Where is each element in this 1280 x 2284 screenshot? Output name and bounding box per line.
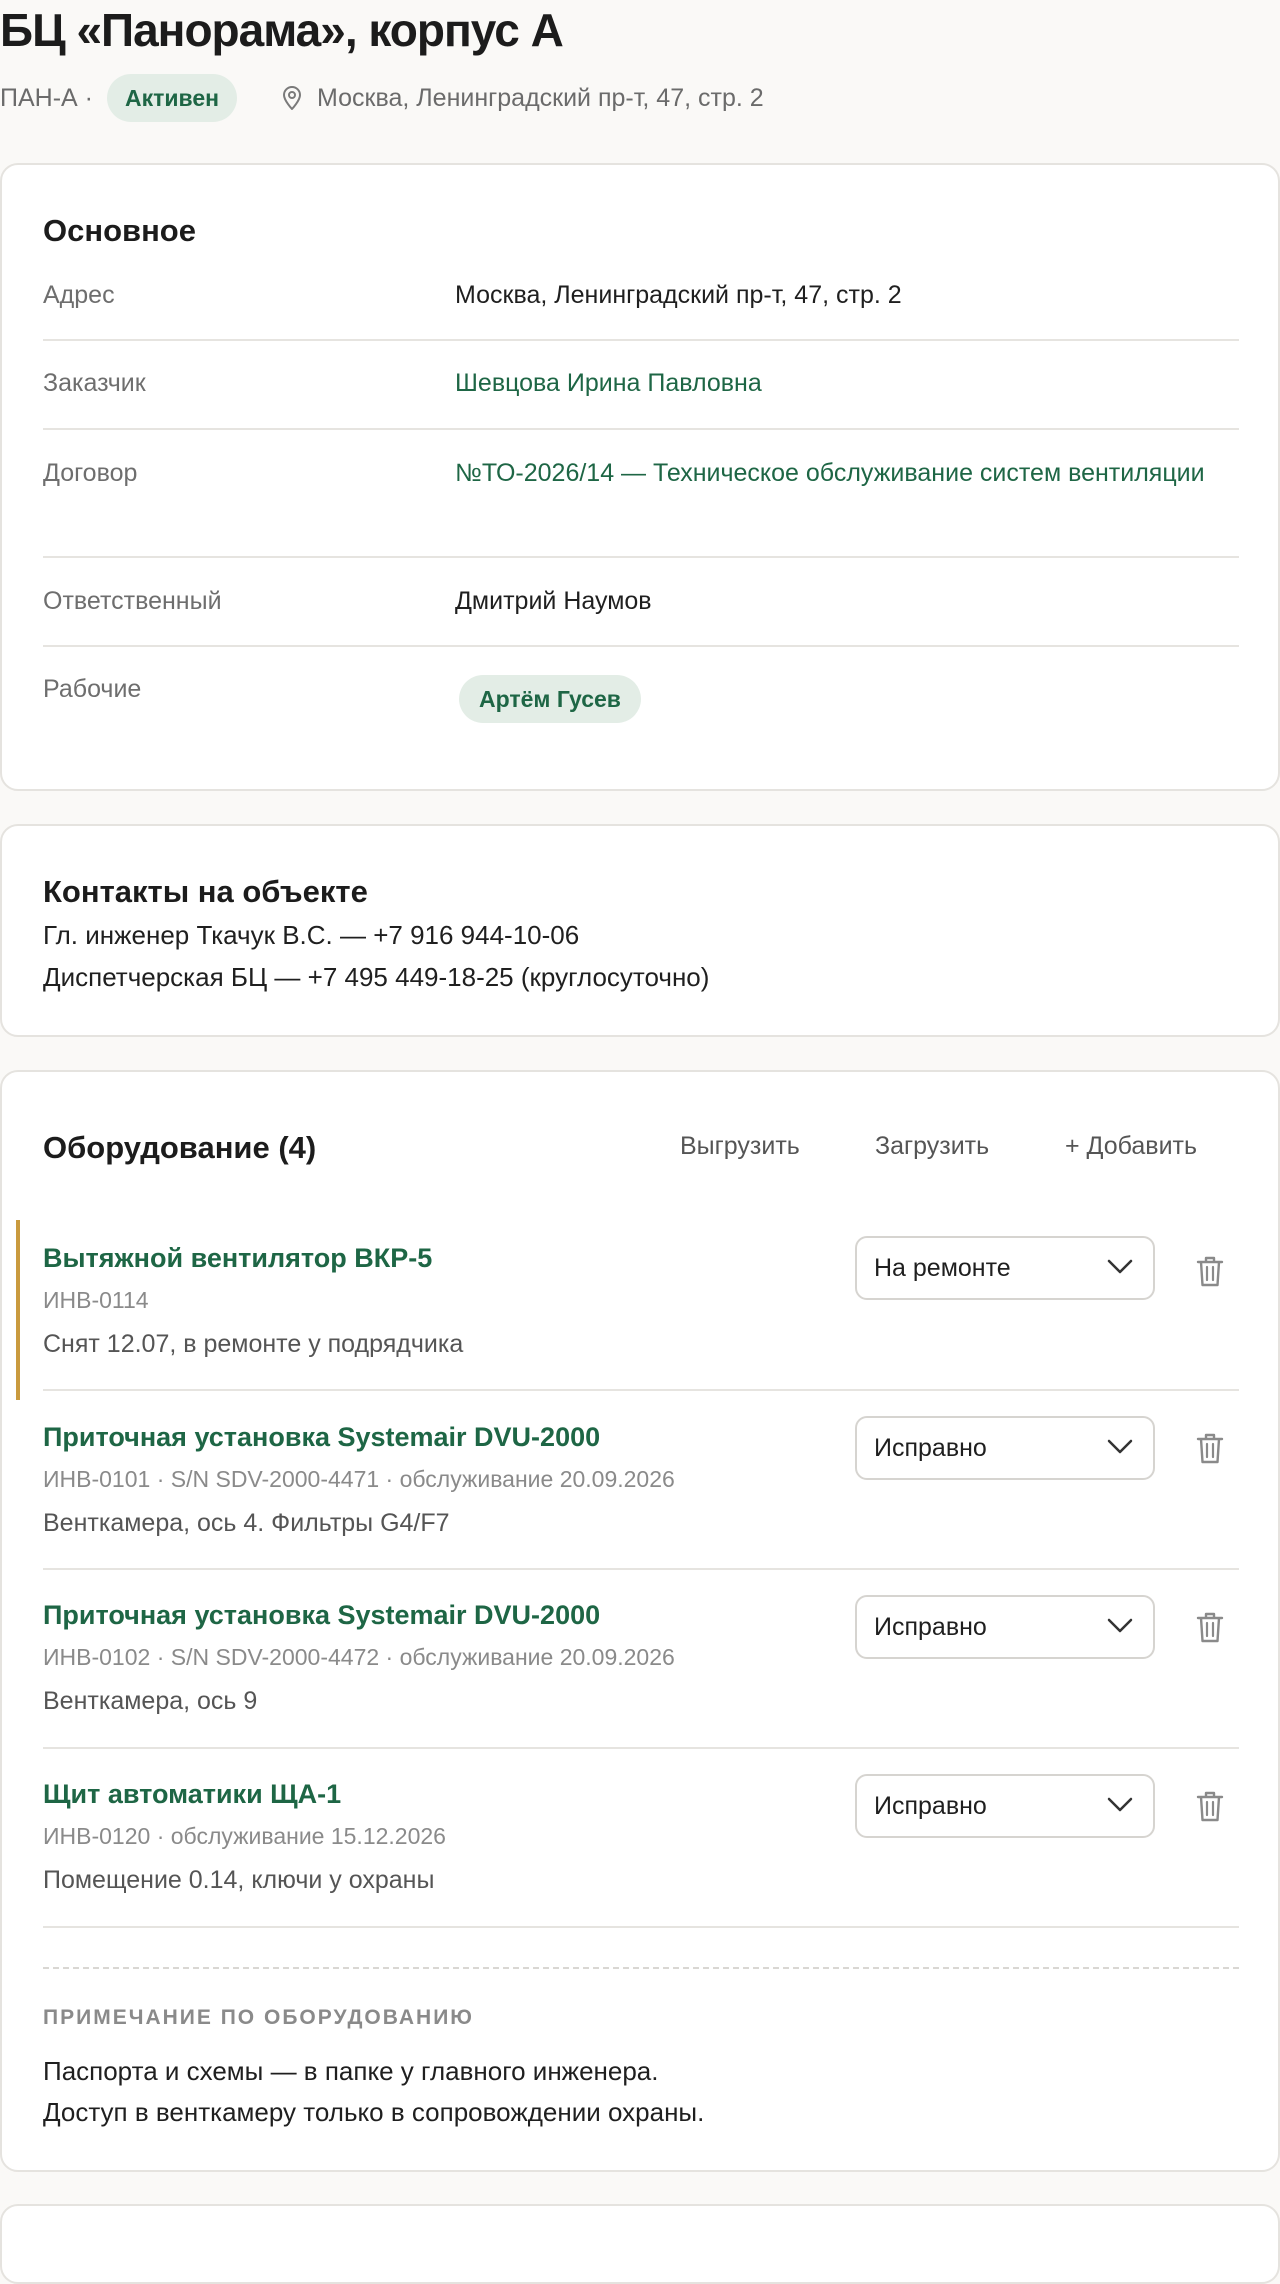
header-address: Москва, Ленинградский пр-т, 47, стр. 2 bbox=[317, 83, 764, 112]
equipment-item bbox=[2, 1568, 1278, 1748]
equipment-note: Помещение 0.14, ключи у охраны bbox=[43, 1866, 435, 1894]
equipment-note-label: ПРИМЕЧАНИЕ ПО ОБОРУДОВАНИЮ bbox=[43, 2006, 474, 2029]
equipment-meta: ИНВ-0101 · S/N SDV-2000-4471 · обслуживание 20.09.2026 bbox=[43, 1466, 675, 1492]
divider bbox=[43, 645, 1239, 647]
status-select[interactable] bbox=[855, 1774, 1155, 1838]
contacts-card bbox=[0, 824, 1280, 1037]
main-info-card bbox=[0, 163, 1280, 791]
chevron-down-icon bbox=[1107, 1258, 1133, 1276]
equipment-item bbox=[2, 1210, 1278, 1390]
equipment-item bbox=[2, 1390, 1278, 1570]
info-row-workers bbox=[43, 670, 1239, 708]
info-row-responsible bbox=[43, 582, 1239, 620]
divider bbox=[43, 339, 1239, 341]
status-select-value: Исправно bbox=[874, 1434, 987, 1462]
export-button[interactable]: Выгрузить bbox=[680, 1132, 800, 1160]
status-badge: Активен bbox=[107, 74, 237, 122]
worker-chip[interactable]: Артём Гусев bbox=[459, 675, 641, 723]
equipment-name[interactable]: Вытяжной вентилятор ВКР-5 bbox=[43, 1243, 433, 1273]
equipment-meta: ИНВ-0114 bbox=[43, 1287, 149, 1313]
next-card bbox=[0, 2204, 1280, 2284]
equipment-name[interactable]: Приточная установка Systemair DVU-2000 bbox=[43, 1600, 601, 1630]
repair-accent-bar bbox=[16, 1220, 20, 1400]
equipment-name[interactable]: Щит автоматики ЩА-1 bbox=[43, 1779, 342, 1809]
responsible-value: Дмитрий Наумов bbox=[455, 587, 652, 615]
delete-icon[interactable] bbox=[1195, 1789, 1225, 1823]
info-value-address: Москва, Ленинградский пр-т, 47, стр. 2 bbox=[455, 281, 902, 309]
status-select[interactable] bbox=[855, 1416, 1155, 1480]
status-select-value: Исправно bbox=[874, 1792, 987, 1820]
info-label: Адрес bbox=[43, 281, 115, 309]
equipment-note: Венткамера, ось 4. Фильтры G4/F7 bbox=[43, 1509, 450, 1537]
info-label: Договор bbox=[43, 459, 138, 487]
chevron-down-icon bbox=[1107, 1617, 1133, 1635]
contact-line: Гл. инженер Ткачук В.С. — +7 916 944-10-06 bbox=[43, 920, 580, 950]
status-select-value: На ремонте bbox=[874, 1254, 1011, 1282]
customer-link[interactable]: Шевцова Ирина Павловна bbox=[455, 369, 762, 397]
main-info-title: Основное bbox=[43, 213, 196, 248]
delete-icon[interactable] bbox=[1195, 1610, 1225, 1644]
equipment-item bbox=[2, 1747, 1278, 1927]
equipment-note: Венткамера, ось 9 bbox=[43, 1687, 258, 1715]
info-label: Ответственный bbox=[43, 587, 222, 615]
info-label: Рабочие bbox=[43, 675, 142, 703]
equipment-note-line: Доступ в венткамеру только в сопровождении охраны. bbox=[43, 2097, 705, 2127]
status-select[interactable] bbox=[855, 1595, 1155, 1659]
equipment-card bbox=[0, 1070, 1280, 2172]
equipment-meta: ИНВ-0102 · S/N SDV-2000-4472 · обслуживание 20.09.2026 bbox=[43, 1644, 675, 1670]
status-select-value: Исправно bbox=[874, 1613, 987, 1641]
status-select[interactable] bbox=[855, 1236, 1155, 1300]
location bbox=[281, 84, 764, 113]
equipment-title: Оборудование (4) bbox=[43, 1130, 317, 1165]
delete-icon[interactable] bbox=[1195, 1431, 1225, 1465]
object-code: ПАН-А · bbox=[0, 83, 93, 112]
equipment-name[interactable]: Приточная установка Systemair DVU-2000 bbox=[43, 1422, 601, 1452]
divider bbox=[43, 1926, 1239, 1928]
divider bbox=[43, 428, 1239, 430]
info-row-customer bbox=[43, 364, 1239, 402]
page-title: БЦ «Панорама», корпус А bbox=[0, 4, 563, 56]
info-label: Заказчик bbox=[43, 369, 146, 397]
info-row-address bbox=[43, 276, 1239, 314]
equipment-note: Снят 12.07, в ремонте у подрядчика bbox=[43, 1330, 464, 1358]
contact-line: Диспетчерская БЦ — +7 495 449-18-25 (круглосуточно) bbox=[43, 962, 710, 992]
contacts-title: Контакты на объекте bbox=[43, 874, 368, 909]
dashed-divider bbox=[43, 1967, 1239, 1969]
equipment-note-line: Паспорта и схемы — в папке у главного инженера. bbox=[43, 2056, 659, 2086]
add-equipment-button[interactable]: + Добавить bbox=[1065, 1132, 1198, 1160]
equipment-meta: ИНВ-0120 · обслуживание 15.12.2026 bbox=[43, 1823, 446, 1849]
meta-row bbox=[0, 74, 764, 122]
contract-link[interactable]: №ТО-2026/14 — Техническое обслуживание систем вентиляции bbox=[455, 459, 1205, 487]
import-button[interactable]: Загрузить bbox=[875, 1132, 990, 1160]
info-row-contract bbox=[43, 454, 1239, 530]
chevron-down-icon bbox=[1107, 1796, 1133, 1814]
divider bbox=[43, 556, 1239, 558]
delete-icon[interactable] bbox=[1195, 1254, 1225, 1288]
location-pin-icon bbox=[281, 85, 303, 111]
chevron-down-icon bbox=[1107, 1438, 1133, 1456]
